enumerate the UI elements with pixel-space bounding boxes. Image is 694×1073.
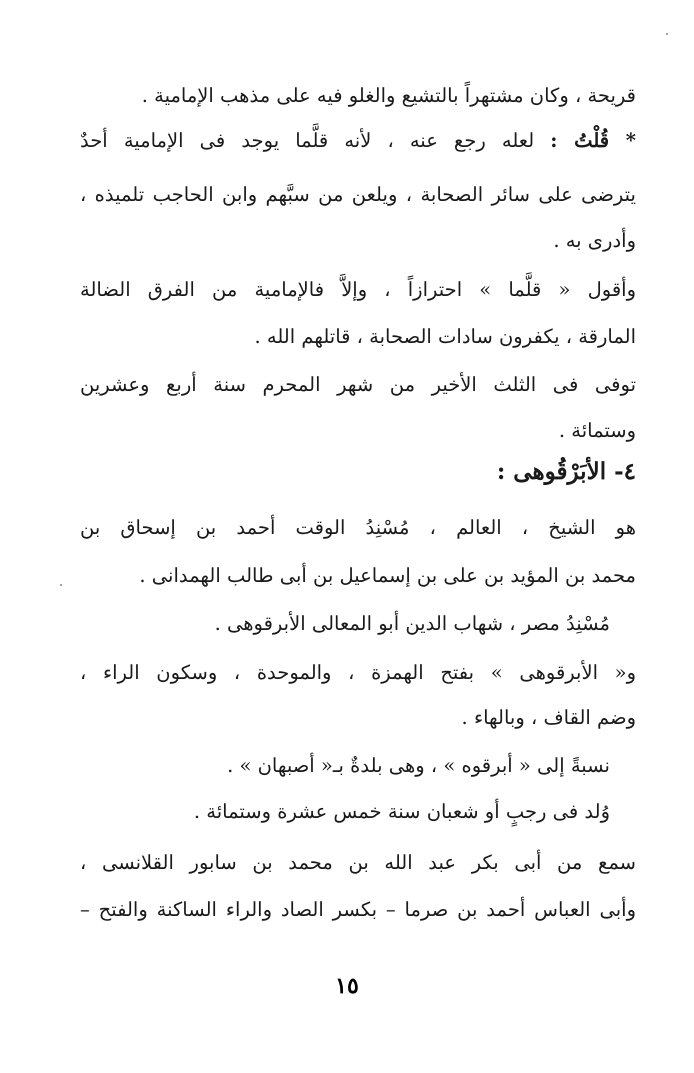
text-line-2-body: لعله رجع عنه ، لأنه قلَّما يوجد فى الإمامية أحدٌ bbox=[80, 129, 551, 152]
text-line-1: قريحة ، وكان مشتهراً بالتشيع والغلو فيه على مذهب الإمامية . bbox=[141, 84, 636, 107]
text-line-6: المارقة ، يكفرون سادات الصحابة ، قاتلهم الله . bbox=[254, 325, 636, 348]
text-line-7: توفى فى الثلث الأخير من شهر المحرم سنة أربع وعشرين bbox=[80, 373, 636, 396]
page-number: ١٥ bbox=[335, 973, 359, 999]
text-line-8: وستمائة . bbox=[558, 419, 636, 442]
text-line-13: و« الأبرقوهى » بفتح الهمزة ، والموحدة ، وسكون الراء ، bbox=[80, 661, 636, 684]
text-line-4: وأدرى به . bbox=[553, 229, 636, 252]
text-line-18: وأبى العباس أحمد بن صرما – بكسر الصاد والراء الساكنة والفتح – bbox=[80, 898, 636, 921]
text-line-3: يترضى على سائر الصحابة ، ويلعن من سبَّهم وابن الحاجب تلميذه ، bbox=[80, 183, 636, 206]
text-line-16: وُلد فى رجبٍ أو شعبان سنة خمس عشرة وستمائة . bbox=[193, 800, 610, 823]
text-line-14: وضم القاف ، وبالهاء . bbox=[461, 706, 636, 729]
scan-speck bbox=[60, 584, 62, 586]
text-line-12: مُسْنِدُ مصر ، شهاب الدين أبو المعالى الأبرقوهى . bbox=[214, 612, 610, 635]
qultu-marker: * قُلْتُ : bbox=[550, 129, 636, 152]
text-line-10: هو الشيخ ، العالم ، مُسْنِدُ الوقت أحمد بن إسحاق بن bbox=[80, 516, 636, 539]
text-line-2 bbox=[80, 131, 636, 151]
text-line-17: سمع من أبى بكر عبد الله بن محمد بن سابور القلانسى ، bbox=[80, 851, 636, 874]
text-line-15: نسبةً إلى « أبرقوه » ، وهى بلدةٌ بـ« أصبهان » . bbox=[227, 754, 610, 777]
text-line-11: محمد بن المؤيد بن على بن إسماعيل بن أبى طالب الهمدانى . bbox=[139, 564, 636, 587]
text-line-5: وأقول « قلَّما » احترازاً ، وإلاَّ فالإمامية من الفرق الضالة bbox=[80, 278, 636, 301]
scan-speck bbox=[666, 33, 668, 35]
entry-heading: ٤- الأبَرْقُوهى : bbox=[496, 458, 636, 485]
